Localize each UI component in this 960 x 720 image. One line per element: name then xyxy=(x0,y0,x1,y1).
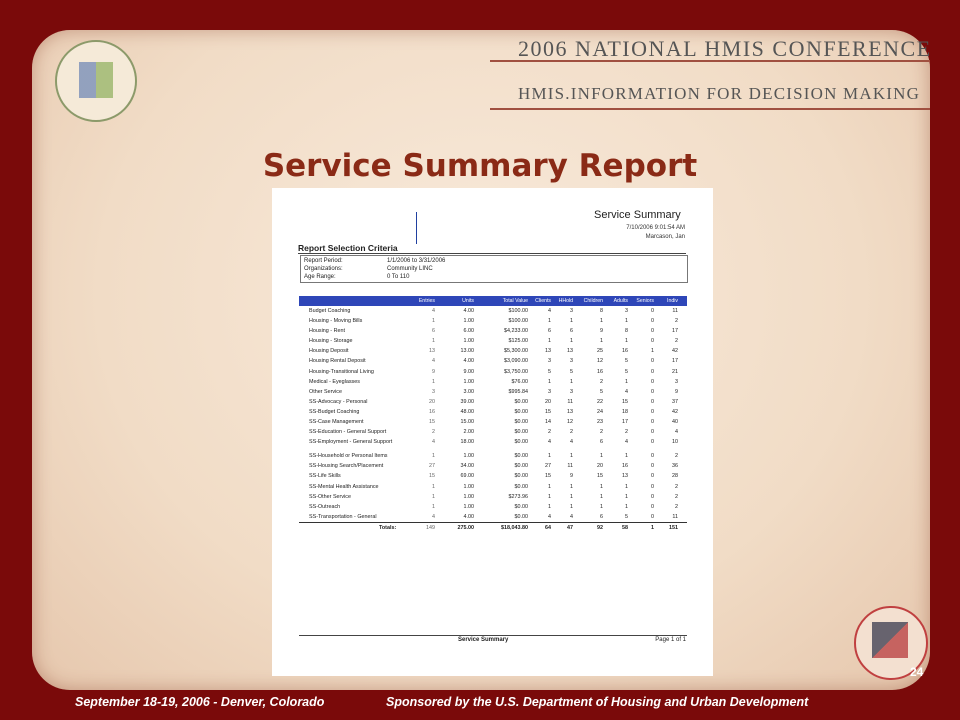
table-cell: 3 xyxy=(570,388,573,395)
criteria-label: Organizations: xyxy=(304,266,343,272)
table-cell: 1 xyxy=(625,483,628,490)
service-name: SS-Mental Health Assistance xyxy=(309,483,379,490)
table-cell: $4,233.00 xyxy=(504,328,528,335)
report-title: Service Summary xyxy=(594,209,681,221)
table-cell: 15 xyxy=(429,473,435,480)
table-cell: 1.00 xyxy=(463,503,474,510)
table-cell: 5 xyxy=(625,368,628,375)
table-cell: 36 xyxy=(672,463,678,470)
totals-cell: 47 xyxy=(567,524,573,531)
table-cell: 0 xyxy=(651,503,654,510)
conference-title: 2006 NATIONAL HMIS CONFERENCE xyxy=(518,36,932,61)
table-cell: 0 xyxy=(651,473,654,480)
criteria-value: 0 To 110 xyxy=(387,274,410,280)
table-cell: 0 xyxy=(651,463,654,470)
table-cell: 1 xyxy=(600,503,603,510)
seal-house-icon xyxy=(79,62,113,98)
table-cell: $125.00 xyxy=(508,338,528,345)
criteria-value: Community LINC xyxy=(387,266,433,272)
table-cell: 1 xyxy=(600,338,603,345)
table-cell: 2 xyxy=(675,493,678,500)
totals-cell: $18,043.80 xyxy=(501,524,528,531)
table-cell: 11 xyxy=(567,398,573,405)
service-name: SS-Life Skills xyxy=(309,473,341,480)
table-row xyxy=(299,502,687,512)
table-cell: $76.00 xyxy=(511,378,528,385)
table-cell: 15 xyxy=(597,473,603,480)
table-cell: 16 xyxy=(622,348,628,355)
table-cell: 3.00 xyxy=(463,388,474,395)
table-cell: 13 xyxy=(622,473,628,480)
table-cell: 18 xyxy=(622,408,628,415)
column-header: Total Value xyxy=(502,298,528,304)
table-cell: 2 xyxy=(625,429,628,436)
table-cell: 3 xyxy=(548,388,551,395)
table-cell: 12 xyxy=(597,358,603,365)
slide-footer xyxy=(0,693,960,715)
table-cell: 6 xyxy=(570,328,573,335)
table-cell: 15 xyxy=(429,419,435,426)
hud-seal-icon xyxy=(55,40,137,122)
table-cell: 34.00 xyxy=(460,463,474,470)
table-cell: 4 xyxy=(548,513,551,520)
table-cell: $100.00 xyxy=(508,308,528,314)
table-cell: 1 xyxy=(625,378,628,385)
table-cell: 4 xyxy=(625,388,628,395)
table-cell: 12 xyxy=(567,419,573,426)
table-cell: 9 xyxy=(675,388,678,395)
table-cell: 2.00 xyxy=(463,429,474,436)
table-cell: 27 xyxy=(429,463,435,470)
table-cell: 20 xyxy=(545,398,551,405)
table-cell: 27 xyxy=(545,463,551,470)
report-user: Marcason, Jan xyxy=(645,234,685,240)
table-cell: 4 xyxy=(570,439,573,446)
table-cell: 17 xyxy=(672,358,678,365)
totals-cell: 58 xyxy=(622,524,628,531)
table-cell: 1 xyxy=(625,493,628,500)
table-cell: 0 xyxy=(651,388,654,395)
table-cell: 1 xyxy=(570,318,573,325)
table-cell: 2 xyxy=(675,338,678,345)
table-row xyxy=(299,512,687,522)
table-row xyxy=(299,471,687,481)
service-table xyxy=(299,296,687,533)
table-cell: 2 xyxy=(675,318,678,325)
table-body xyxy=(299,306,687,522)
table-row xyxy=(299,407,687,417)
service-name: SS-Case Management xyxy=(309,419,364,426)
table-cell: 3 xyxy=(548,358,551,365)
table-cell: $995.84 xyxy=(508,388,528,395)
table-cell: $0.00 xyxy=(514,503,528,510)
totals-row xyxy=(299,522,687,533)
table-row xyxy=(299,336,687,346)
table-cell: 14 xyxy=(545,419,551,426)
table-cell: 0 xyxy=(651,398,654,405)
table-cell: 1 xyxy=(570,493,573,500)
table-cell: 20 xyxy=(429,398,435,405)
table-cell: 6.00 xyxy=(463,328,474,335)
table-cell: 8 xyxy=(625,328,628,335)
table-cell: 4 xyxy=(432,439,435,446)
table-cell: 1 xyxy=(432,483,435,490)
table-cell: 1.00 xyxy=(463,453,474,460)
table-cell: 4 xyxy=(675,429,678,436)
report-date: 7/10/2006 9:01:54 AM xyxy=(626,225,685,231)
report-footer-title: Service Summary xyxy=(458,637,509,643)
table-cell: 11 xyxy=(672,513,678,520)
table-cell: $0.00 xyxy=(514,408,528,415)
table-cell: 4.00 xyxy=(463,308,474,314)
table-cell: 3 xyxy=(625,308,628,314)
table-cell: 2 xyxy=(600,429,603,436)
service-name: SS-Budget Coaching xyxy=(309,408,360,415)
table-cell: 13 xyxy=(567,408,573,415)
table-cell: 0 xyxy=(651,483,654,490)
table-cell: $0.00 xyxy=(514,419,528,426)
service-name: Medical - Eyeglasses xyxy=(309,378,360,385)
table-cell: $0.00 xyxy=(514,463,528,470)
column-header: Seniors xyxy=(636,298,654,304)
table-cell: 1 xyxy=(432,338,435,345)
table-cell: 0 xyxy=(651,453,654,460)
totals-cell: 64 xyxy=(545,524,551,531)
table-cell: 0 xyxy=(651,368,654,375)
table-cell: 13.00 xyxy=(460,348,474,355)
column-header: Entries xyxy=(418,298,435,304)
table-cell: $0.00 xyxy=(514,453,528,460)
table-cell: 1 xyxy=(548,378,551,385)
table-cell: 1 xyxy=(548,483,551,490)
table-cell: 4.00 xyxy=(463,513,474,520)
service-name: Budget Coaching xyxy=(309,308,351,314)
table-cell: 1 xyxy=(570,483,573,490)
table-cell: 4 xyxy=(548,308,551,314)
table-cell: 9 xyxy=(432,368,435,375)
table-cell: 28 xyxy=(672,473,678,480)
service-name: Housing - Storage xyxy=(309,338,353,345)
service-name: SS-Outreach xyxy=(309,503,341,510)
footer-sponsor: Sponsored by the U.S. Department of Housing and Urban Development xyxy=(386,695,809,709)
table-cell: 2 xyxy=(675,503,678,510)
table-cell: 20 xyxy=(597,463,603,470)
table-row xyxy=(299,326,687,336)
table-row xyxy=(299,316,687,326)
table-row xyxy=(299,437,687,451)
service-name: SS-Housing Search/Placement xyxy=(309,463,384,470)
table-cell: $0.00 xyxy=(514,398,528,405)
column-header: Indiv xyxy=(667,298,678,304)
table-cell: 3 xyxy=(570,308,573,314)
table-cell: 1 xyxy=(625,338,628,345)
service-name: Housing - Rent xyxy=(309,328,345,335)
table-cell: 21 xyxy=(672,368,678,375)
table-cell: 17 xyxy=(622,419,628,426)
service-name: Housing-Transitional Living xyxy=(309,368,374,375)
column-header: Adults xyxy=(613,298,628,304)
table-cell: 0 xyxy=(651,358,654,365)
table-row xyxy=(299,356,687,366)
table-cell: 0 xyxy=(651,318,654,325)
table-cell: 5 xyxy=(625,358,628,365)
table-cell: 4 xyxy=(570,513,573,520)
totals-cell: 92 xyxy=(597,524,603,531)
table-cell: 13 xyxy=(429,348,435,355)
table-cell: 4 xyxy=(625,439,628,446)
totals-cell: 275.00 xyxy=(457,524,474,531)
table-cell: $273.96 xyxy=(508,493,528,500)
table-cell: 2 xyxy=(432,429,435,436)
table-cell: 9 xyxy=(570,473,573,480)
table-cell: $0.00 xyxy=(514,513,528,520)
criteria-value: 1/1/2006 to 3/31/2006 xyxy=(387,258,446,264)
table-cell: 1.00 xyxy=(463,378,474,385)
table-cell: 18.00 xyxy=(460,439,474,446)
service-name: Other Service xyxy=(309,388,342,395)
table-cell: 1 xyxy=(548,493,551,500)
table-cell: 25 xyxy=(597,348,603,355)
table-cell: 5 xyxy=(548,368,551,375)
table-row xyxy=(299,492,687,502)
table-cell: 16 xyxy=(622,463,628,470)
table-cell: 3 xyxy=(432,388,435,395)
table-cell: 6 xyxy=(600,439,603,446)
table-cell: 48.00 xyxy=(460,408,474,415)
table-cell: 11 xyxy=(672,308,678,314)
table-cell: 1.00 xyxy=(463,318,474,325)
table-cell: 1 xyxy=(625,453,628,460)
table-cell: 1 xyxy=(548,318,551,325)
table-cell: 1 xyxy=(548,503,551,510)
service-name: SS-Other Service xyxy=(309,493,351,500)
table-cell: 5 xyxy=(600,388,603,395)
service-name: Housing Deposit xyxy=(309,348,349,355)
table-row xyxy=(299,461,687,471)
table-cell: 13 xyxy=(545,348,551,355)
table-cell: 23 xyxy=(597,419,603,426)
table-cell: 16 xyxy=(597,368,603,375)
table-cell: 4 xyxy=(432,358,435,365)
table-cell: 1 xyxy=(600,493,603,500)
table-cell: 1 xyxy=(600,318,603,325)
table-cell: 3 xyxy=(570,358,573,365)
table-row xyxy=(299,417,687,427)
totals-cell: 149 xyxy=(426,524,435,531)
table-cell: 0 xyxy=(651,408,654,415)
totals-cell: 1 xyxy=(651,524,654,531)
table-cell: 6 xyxy=(432,328,435,335)
table-cell: 0 xyxy=(651,493,654,500)
header-rule-bottom xyxy=(490,108,930,110)
report-footer-rule xyxy=(299,635,687,636)
report-footer-page: Page 1 of 1 xyxy=(655,637,686,643)
table-cell: 1 xyxy=(625,503,628,510)
table-cell: 1 xyxy=(600,483,603,490)
table-cell: $5,300.00 xyxy=(504,348,528,355)
column-header: Children xyxy=(583,298,603,304)
conference-subtitle: HMIS.INFORMATION FOR DECISION MAKING xyxy=(518,84,921,103)
table-cell: 1 xyxy=(651,348,654,355)
criteria-label: Report Period: xyxy=(304,258,343,264)
table-cell: $0.00 xyxy=(514,483,528,490)
table-cell: 0 xyxy=(651,513,654,520)
table-cell: $3,090.00 xyxy=(504,358,528,365)
table-row xyxy=(299,306,687,316)
table-cell: 2 xyxy=(600,378,603,385)
table-cell: 0 xyxy=(651,308,654,314)
service-name: Housing - Moving Bills xyxy=(309,318,363,325)
table-row xyxy=(299,482,687,492)
table-cell: 0 xyxy=(651,328,654,335)
table-cell: 15 xyxy=(545,408,551,415)
criteria-label: Age Range: xyxy=(304,274,336,280)
column-header: HHold xyxy=(558,298,573,304)
table-cell: $0.00 xyxy=(514,439,528,446)
table-cell: 13 xyxy=(567,348,573,355)
table-cell: 40 xyxy=(672,419,678,426)
table-cell: 1 xyxy=(548,338,551,345)
table-cell: 11 xyxy=(567,463,573,470)
table-cell: 4.00 xyxy=(463,358,474,365)
criteria-heading: Report Selection Criteria xyxy=(298,243,686,254)
criteria-box xyxy=(300,255,688,283)
table-cell: 10 xyxy=(672,439,678,446)
service-name: Housing Rental Deposit xyxy=(309,358,366,365)
table-cell: 1 xyxy=(570,338,573,345)
column-header: Units xyxy=(462,298,474,304)
table-cell: 1.00 xyxy=(463,493,474,500)
service-name: SS-Transportation - General xyxy=(309,513,377,520)
table-cell: 1 xyxy=(432,453,435,460)
table-cell: 0 xyxy=(651,439,654,446)
slide-title: Service Summary Report xyxy=(262,148,698,184)
table-cell: 8 xyxy=(600,308,603,314)
table-row xyxy=(299,367,687,377)
table-cell: 9.00 xyxy=(463,368,474,375)
table-cell: 5 xyxy=(625,513,628,520)
table-cell: 0 xyxy=(651,419,654,426)
table-cell: 0 xyxy=(651,338,654,345)
table-cell: 1.00 xyxy=(463,338,474,345)
table-cell: 2 xyxy=(570,429,573,436)
table-cell: 1 xyxy=(570,378,573,385)
table-cell: 15 xyxy=(545,473,551,480)
table-header xyxy=(299,296,687,306)
table-cell: 1 xyxy=(432,318,435,325)
table-cell: $0.00 xyxy=(514,429,528,436)
table-cell: 0 xyxy=(651,429,654,436)
table-cell: 17 xyxy=(672,328,678,335)
service-name: SS-Education - General Support xyxy=(309,429,387,436)
table-cell: 2 xyxy=(548,429,551,436)
table-cell: 42 xyxy=(672,408,678,415)
table-cell: 0 xyxy=(651,378,654,385)
table-cell: 3 xyxy=(675,378,678,385)
table-cell: 15 xyxy=(622,398,628,405)
badge-house-icon xyxy=(872,622,908,658)
table-cell: $100.00 xyxy=(508,318,528,325)
table-cell: 4 xyxy=(548,439,551,446)
table-cell: 9 xyxy=(600,328,603,335)
table-cell: 1 xyxy=(570,503,573,510)
cursor-mark xyxy=(416,212,417,244)
service-name: SS-Employment - General Support xyxy=(309,439,393,446)
table-row xyxy=(299,451,687,461)
table-cell: 1 xyxy=(432,378,435,385)
table-cell: 1 xyxy=(432,493,435,500)
table-cell: $0.00 xyxy=(514,473,528,480)
table-cell: 1 xyxy=(570,453,573,460)
table-cell: 6 xyxy=(548,328,551,335)
table-cell: 42 xyxy=(672,348,678,355)
table-cell: 1 xyxy=(600,453,603,460)
table-cell: 6 xyxy=(600,513,603,520)
footer-event: September 18-19, 2006 - Denver, Colorado xyxy=(75,695,325,709)
table-row xyxy=(299,427,687,437)
table-cell: 22 xyxy=(597,398,603,405)
table-cell: 5 xyxy=(570,368,573,375)
table-cell: 2 xyxy=(675,453,678,460)
service-name: SS-Household or Personal Items xyxy=(309,453,388,460)
table-row xyxy=(299,377,687,387)
table-cell: 4 xyxy=(432,308,435,314)
table-cell: 16 xyxy=(429,408,435,415)
table-cell: 15.00 xyxy=(460,419,474,426)
table-cell: 4 xyxy=(432,513,435,520)
table-cell: $3,750.00 xyxy=(504,368,528,375)
table-cell: 1.00 xyxy=(463,483,474,490)
totals-cell: 151 xyxy=(669,524,678,531)
table-cell: 37 xyxy=(672,398,678,405)
table-cell: 39.00 xyxy=(460,398,474,405)
table-row xyxy=(299,397,687,407)
slide-number: 24 xyxy=(910,665,924,679)
table-cell: 1 xyxy=(625,318,628,325)
table-row xyxy=(299,346,687,356)
table-cell: 1 xyxy=(432,503,435,510)
service-name: SS-Advocacy - Personal xyxy=(309,398,368,405)
report-image xyxy=(272,188,713,676)
column-header: Clients xyxy=(535,298,551,304)
totals-label: Totals: xyxy=(379,524,397,531)
table-row xyxy=(299,387,687,397)
table-cell: 2 xyxy=(675,483,678,490)
table-cell: 24 xyxy=(597,408,603,415)
table-cell: 69.00 xyxy=(460,473,474,480)
table-cell: 1 xyxy=(548,453,551,460)
